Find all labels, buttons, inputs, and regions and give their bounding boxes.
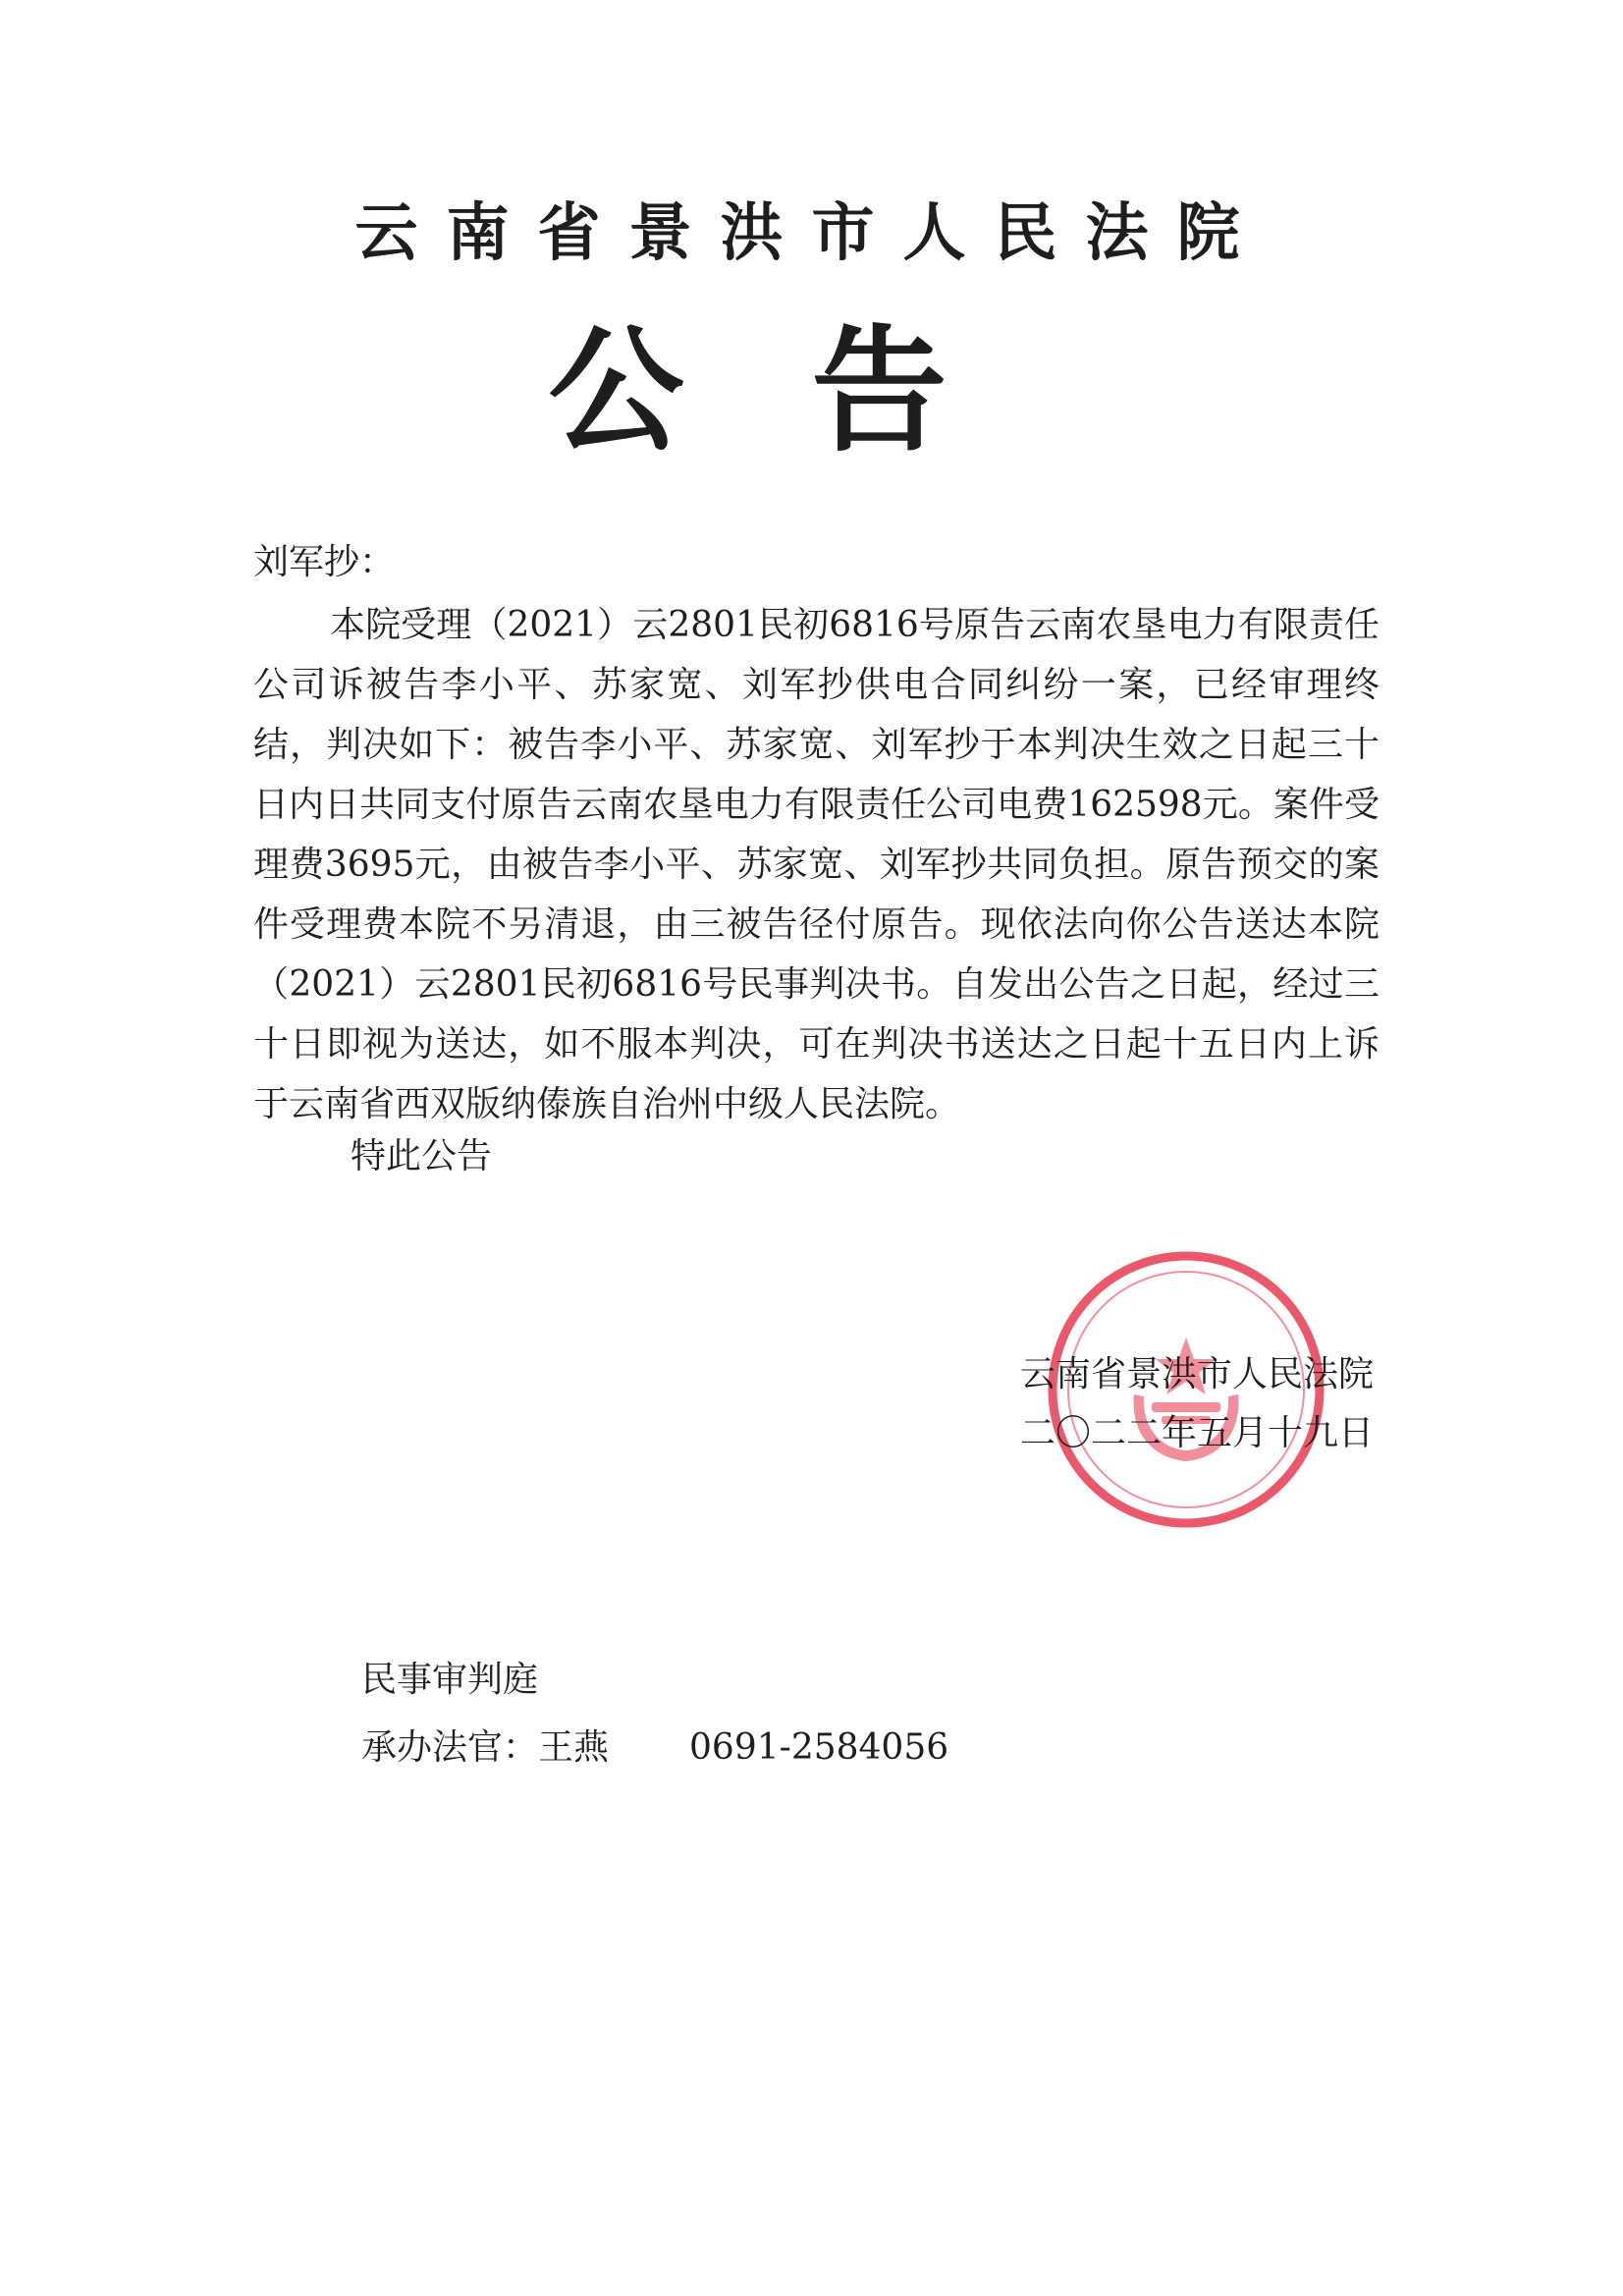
- addressee: 刘军抄：: [253, 542, 396, 582]
- department-name: 民事审判庭: [361, 1660, 539, 1700]
- notice-body-paragraph: 本院受理（2021）云2801民初6816号原告云南农垦电力有限责任公司诉被告李小平、苏家宽、刘军抄供电合同纠纷一案，已经审理终结，判决如下：被告李小平、苏家宽、刘军抄于本判决生效之日起三十日内日共同支付原告云南农垦电力有限责任公司电费162598元。案件受理费3695元，由被告李小平、苏家宽、刘军抄共同负担。原告预交的案件受理费本院不另清退，由三被告径付原告。现依法向你公告送达本院（2021）云2801民初6816号民事判决书。自发出公告之日起，经过三十日即视为送达，如不服本判决，可在判决书送达之日起十五日内上诉于云南省西双版纳傣族自治州中级人民法院。: [253, 605, 1380, 1124]
- contact-phone: 0691-2584056: [689, 1727, 949, 1768]
- signature-court-name: 云南省景洪市人民法院: [1020, 1354, 1375, 1394]
- signature-date: 二〇二二年五月十九日: [1020, 1413, 1375, 1453]
- judge-label: 承办法官：: [361, 1727, 539, 1768]
- closing-phrase: 特此公告: [351, 1136, 493, 1176]
- court-name-heading: 云南省景洪市人民法院: [354, 196, 1269, 270]
- notice-title: 公告: [548, 310, 1075, 470]
- judge-name: 王燕: [538, 1727, 610, 1768]
- judge-contact-line: [361, 1721, 948, 1776]
